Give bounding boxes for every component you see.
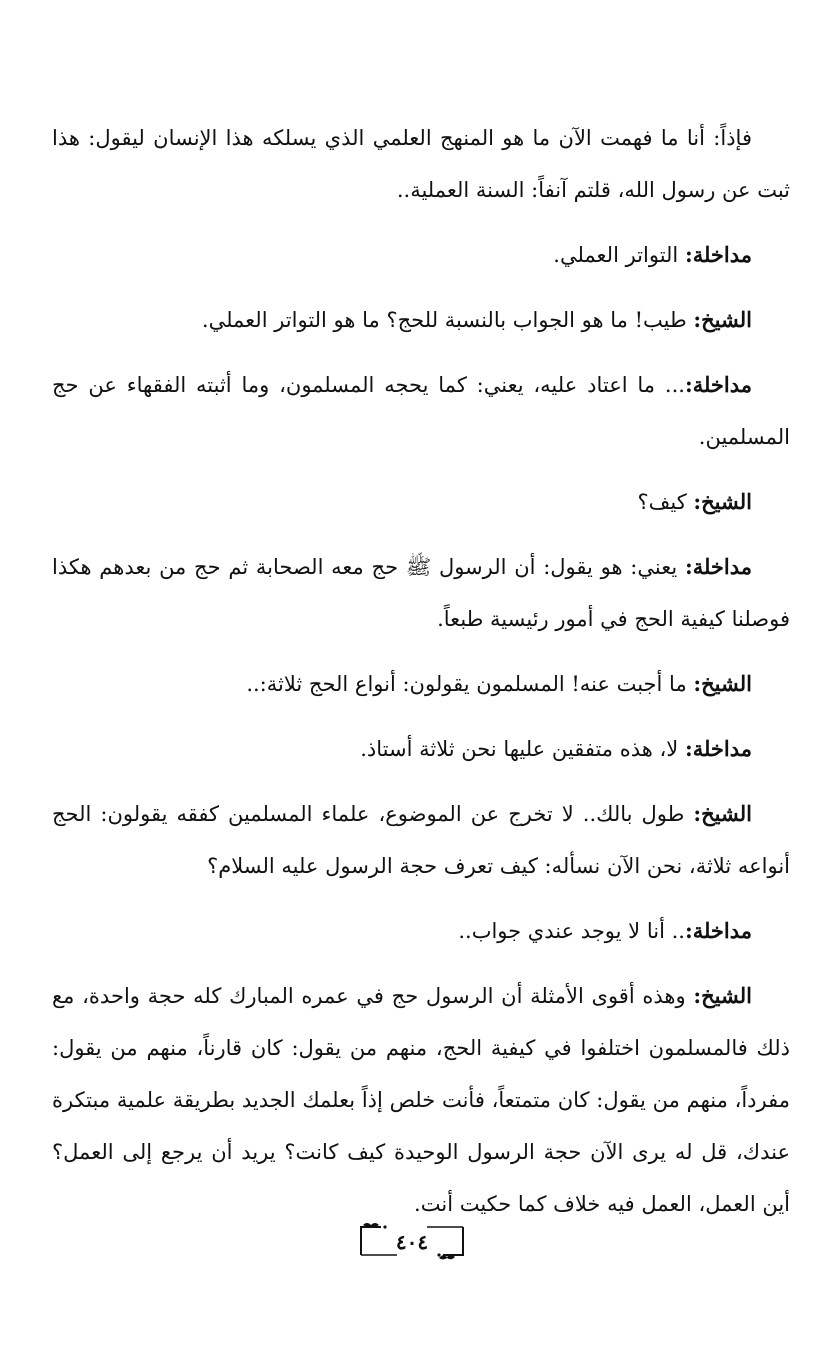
speaker-label: مداخلة: xyxy=(684,242,752,267)
paragraph-1 xyxy=(52,112,790,216)
speaker-label: الشيخ: xyxy=(693,489,752,514)
paragraph-text: ... ما اعتاد عليه، يعني: كما يحجه المسلمون، وما أثبته الفقهاء عن حج المسلمين. xyxy=(52,373,790,449)
page-body xyxy=(52,112,790,1243)
paragraph-7 xyxy=(52,658,790,710)
speaker-label: مداخلة: xyxy=(684,372,752,397)
paragraph-text: .. أنا لا يوجد عندي جواب.. xyxy=(458,919,685,943)
speaker-label: الشيخ: xyxy=(693,307,752,332)
paragraph-6 xyxy=(52,541,790,645)
paragraph-4 xyxy=(52,359,790,463)
paragraph-text: طيب! ما هو الجواب بالنسبة للحج؟ ما هو التواتر العملي. xyxy=(201,308,694,332)
speaker-label: الشيخ: xyxy=(693,801,752,826)
paragraph-11 xyxy=(52,970,790,1230)
paragraph-text: التواتر العملي. xyxy=(553,243,685,267)
page-number: ٤٠٤ xyxy=(395,1230,429,1254)
paragraph-text: وهذه أقوى الأمثلة أن الرسول حج في عمره المبارك كله حجة واحدة، مع ذلك فالمسلمون اختلفوا في كيفية الحج، منهم من يقول: كان قارناً، منهم من يقول: مفرداً، منهم من يقول: كان متمتعاً، فأنت خلص إذاً بعلمك الجديد بطريقة علمية مبتكرة عندك، قل له يرى الآن حجة الرسول الوحيدة كيف كانت؟ يريد أن يرجع إلى العمل؟ أين العمل، العمل فيه خلاف كما حكيت أنت. xyxy=(52,984,790,1216)
paragraph-2 xyxy=(52,229,790,281)
speaker-label: مداخلة: xyxy=(684,736,752,761)
speaker-label: مداخلة: xyxy=(684,554,752,579)
paragraph-3 xyxy=(52,294,790,346)
paragraph-9 xyxy=(52,788,790,892)
paragraph-text: يعني: هو يقول: أن الرسول ﷺ حج معه الصحابة ثم حج من بعدهم هكذا فوصلنا كيفية الحج في أمور رئيسية طبعاً. xyxy=(52,555,790,631)
paragraph-10 xyxy=(52,905,790,957)
speaker-label: الشيخ: xyxy=(693,671,752,696)
speaker-label: الشيخ: xyxy=(693,983,752,1008)
paragraph-8 xyxy=(52,723,790,775)
paragraph-5 xyxy=(52,476,790,528)
paragraph-text: ما أجبت عنه! المسلمون يقولون: أنواع الحج ثلاثة:.. xyxy=(246,672,694,696)
paragraph-text: كيف؟ xyxy=(637,490,694,514)
paragraph-text: فإذاً: أنا ما فهمت الآن ما هو المنهج العلمي الذي يسلكه هذا الإنسان ليقول: هذا ثبت عن رسول الله، قلتم آنفاً: السنة العملية.. xyxy=(52,126,790,202)
page-number-frame xyxy=(357,1221,467,1261)
paragraph-text: طول بالك.. لا تخرج عن الموضوع، علماء المسلمين كفقه يقولون: الحج أنواعه ثلاثة، نحن الآن نسأله: كيف تعرف حجة الرسول عليه السلام؟ xyxy=(52,802,790,878)
paragraph-text: لا، هذه متفقين عليها نحن ثلاثة أستاذ. xyxy=(360,737,685,761)
speaker-label: مداخلة: xyxy=(684,918,752,943)
